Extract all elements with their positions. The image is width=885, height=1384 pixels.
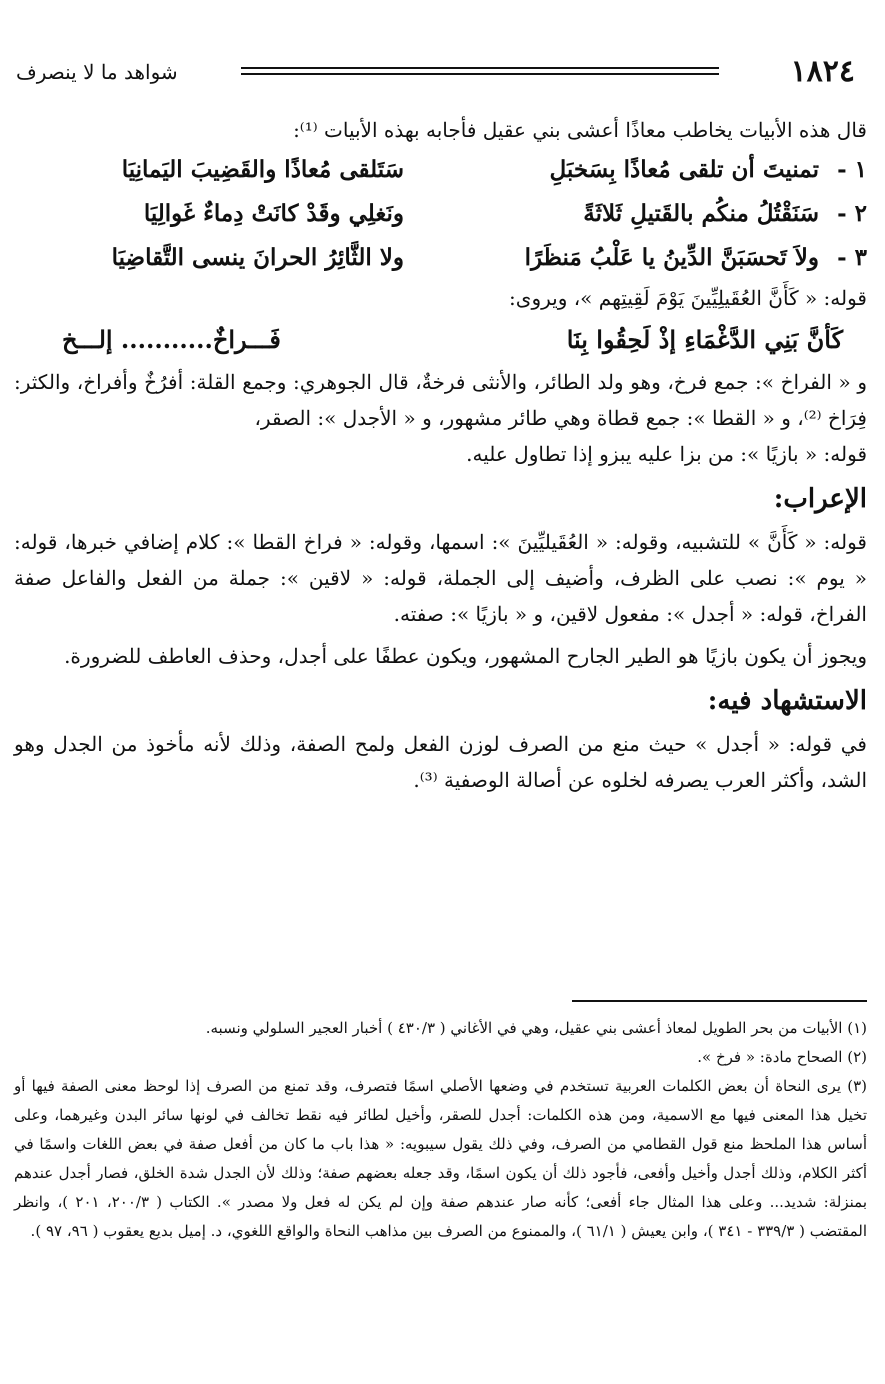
glossary-paragraph: و « الفراخ »: جمع فرخ، وهو ولد الطائر، والأنثى فرخةٌ، قال الجوهري: وجمع القلة: أفرُخٌ وأفراخ، والكثر: فِرَاخ ⁽²⁾، و « القطا »: جمع قطاة وهي طائر مشهور، و « الأجدل »: الصقر، (14, 370, 867, 430)
verse-first-hemistich: سَنَقْتُلُ منكُم بالقَتيلِ ثَلاثَةً (583, 200, 819, 227)
intro-line: قال هذه الأبيات يخاطب معاذًا أعشى بني عقيل فأجابه بهذه الأبيات ⁽¹⁾: (293, 118, 867, 142)
verse-second-hemistich: ونَغلِي وقَدْ كانَتْ دِماءٌ غَوالِيَا (143, 200, 404, 227)
irab-heading: الإعراب: (773, 484, 867, 514)
irab-paragraph: ويجوز أن يكون بازيًا هو الطير الجارح المشهور، ويكون عطفًا على أجدل، وحذف العاطف للضرورة. (64, 644, 867, 668)
quote-line: قوله: « كَأَنَّ العُقَيلِيِّينَ يَوْمَ لَقِيتِهم »، ويروى: (509, 286, 867, 310)
glossary-paragraph: قوله: « بازيًا »: من بزا عليه يبزو إذا تطاول عليه. (466, 442, 867, 466)
verse-1 (14, 148, 867, 192)
verse-number: ١ - (837, 156, 867, 183)
variant-first-hemistich: كَأنَّ بَنِي الدَّغْمَاءِ إذْ لَحِقُوا بِنَا (566, 325, 843, 354)
verse-2 (14, 192, 867, 236)
verse-second-hemistich: سَتَلقى مُعاذًا والقَضِيبَ اليَمانِيَا (121, 156, 404, 183)
running-header (16, 52, 869, 92)
irab-paragraph: قوله: « كَأَنَّ » للتشبيه، وقوله: « العُقَيليِّينَ »: اسمها، وقوله: « فراخ القطا »: كلام إضافي خبرها، قوله: « يوم »: نصب على الظرف، وأضيف إلى الجملة، قوله: « لاقين »: جملة من الفعل والفاعل صفة الفراخ، قوله: « أجدل »: مفعول لاقين، و « بازيًا »: صفته. (14, 530, 867, 626)
footnote: (١) الأبيات من بحر الطويل لمعاذ أعشى بني عقيل، وهي في الأغاني ( ٤٣٠/٣ ) أخبار العجير السلولي ونسبه. (205, 1019, 867, 1037)
footnote: (٢) الصحاح مادة: « فرخ ». (697, 1048, 867, 1066)
running-title: شواهد ما لا ينصرف (16, 60, 178, 84)
verse-first-hemistich: ولاَ تَحسَبَنَّ الدِّينُ يا عَلْبُ مَنظَرًا (524, 244, 819, 271)
istishhad-heading: الاستشهاد فيه: (707, 686, 867, 716)
variant-verse (14, 316, 867, 364)
verse-number: ٣ - (837, 244, 867, 271)
footnote-separator (572, 1000, 867, 1002)
verse-number: ٢ - (837, 200, 867, 227)
header-double-rule (241, 67, 719, 75)
main-text (14, 112, 867, 798)
variant-second-hemistich: فَـــراخٌ........... إلـــخ (62, 325, 281, 354)
istishhad-paragraph: في قوله: « أجدل » حيث منع من الصرف لوزن الفعل ولمح الصفة، وذلك لأنه مأخوذ من الجدل وهو الشد، وأكثر العرب يصرفه لخلوه عن أصالة الوصفية ⁽³⁾. (14, 732, 867, 792)
footnote: (٣) يرى النحاة أن بعض الكلمات العربية تستخدم في وضعها الأصلي اسمًا فتصرف، وقد تمنع من الصرف إذا لوحظ معنى الصفة فيها أو تخيل هذا المعنى فيها مع الاسمية، ومن هذه الكلمات: أجدل للصقر، وأخيل لطائر فيه نقط تخالف في لونها سائر البدن وغيرهما، وعلى أساس هذا الملحظ منع قول القطامي من الصرف، وفي ذلك يقول سيبويه: « هذا باب ما كان من أفعل صفة في بعض اللغات واسمًا في أكثر الكلام، وذلك أجدل وأخيل وأفعى، فأجود ذلك أن يكون اسمًا، وقد جعله بعضهم صفة؛ وذلك لأن الجدل شدة الخلق، فصار أجدل عندهم بمنزلة: شديد... وعلى هذا المثال جاء أفعى؛ كأنه صار عندهم صفة وإن لم يكن له فعل ولا مصدر ». الكتاب ( ٢٠٠/٣، ٢٠١ )، وانظر المقتضب ( ٣٣٩/٣ - ٣٤١ )، وابن يعيش ( ٦١/١ )، والممنوع من الصرف بين مذاهب النحاة والواقع اللغوي، د. إميل بديع يعقوب ( ٩٦، ٩٧ ). (14, 1077, 867, 1240)
verse-first-hemistich: تمنيتَ أن تلقى مُعاذًا بِسَخبَلِ (549, 156, 819, 183)
verse-3 (14, 236, 867, 280)
page-number: ١٨٢٤ (790, 54, 855, 89)
verse-second-hemistich: ولا الثَّائِرُ الحرانَ ينسى التَّقاضِيَا (111, 244, 404, 271)
footnotes (14, 1014, 867, 1246)
